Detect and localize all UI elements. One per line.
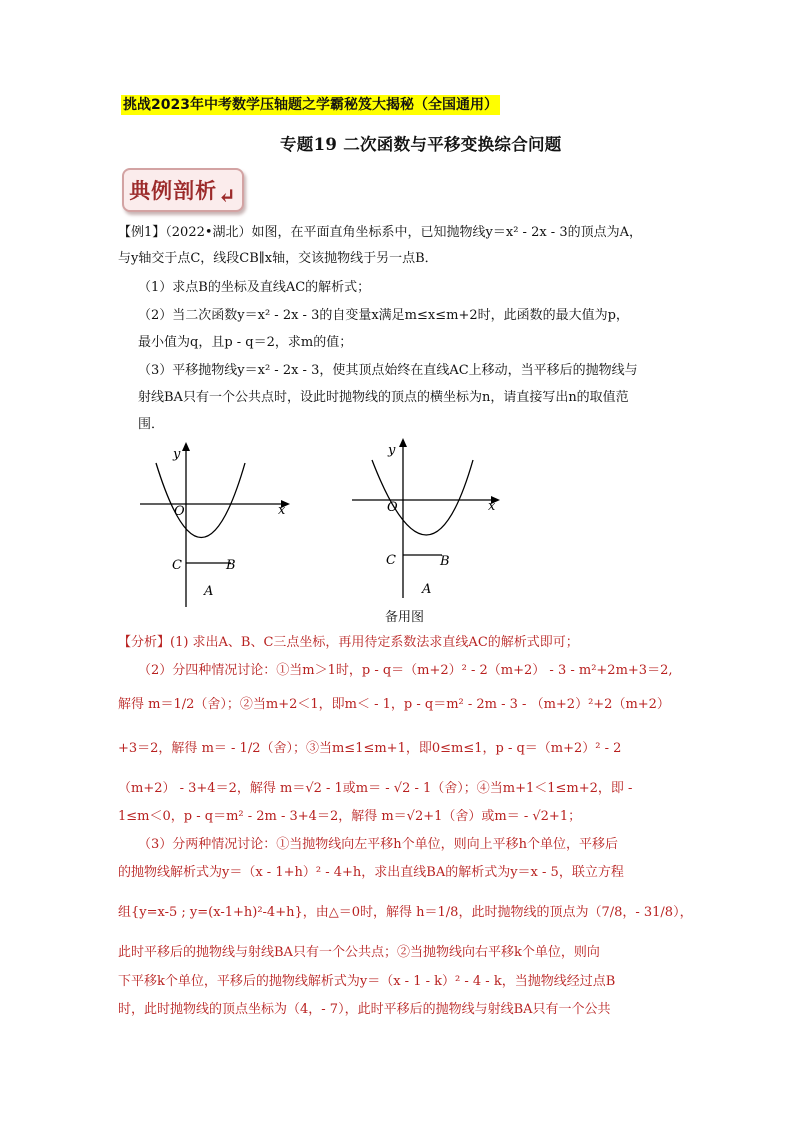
question-3-line-2: 射线BA只有一个公共点时，设此时抛物线的顶点的横坐标为n，请直接写出n的取值范 — [138, 390, 629, 405]
analysis-line-10: 此时平移后的抛物线与射线BA只有一个公共点；②当抛物线向右平移k个单位，则向 — [118, 945, 600, 960]
analysis-line-1: 【分析】(1) 求出A、B、C三点坐标，再用待定系数法求直线AC的解析式即可； — [118, 635, 579, 650]
y-axis-arrow-icon — [399, 438, 407, 447]
analysis-line-12: 时，此时抛物线的顶点坐标为（4，- 7），此时平移后的抛物线与射线BA只有一个公共 — [118, 1002, 611, 1017]
x-axis-label: x — [488, 499, 496, 514]
y-axis-label: y — [388, 443, 396, 458]
problem-line-1: 【例1】（2022•湖北）如图，在平面直角坐标系中，已知抛物线y＝x² - 2x - 3的顶点为A， — [118, 225, 642, 240]
origin-label: O — [387, 500, 398, 515]
question-3-line-1: （3）平移抛物线y＝x² - 2x - 3，使其顶点始终在直线AC上移动，当平移后的抛物线与 — [138, 363, 638, 378]
point-a-label: A — [422, 582, 432, 597]
x-axis-label: x — [278, 503, 286, 518]
parabola-figure-spare — [350, 438, 510, 608]
question-3-line-3: 围． — [138, 417, 165, 432]
parabola-figure-main — [140, 442, 300, 612]
point-b-label: B — [440, 554, 450, 569]
section-badge-label: 典例剖析 — [129, 178, 218, 203]
series-banner: 挑战2023年中考数学压轴题之学霸秘笈大揭秘（全国通用） — [123, 97, 498, 113]
analysis-line-11: 下平移k个单位，平移后的抛物线解析式为y＝（x - 1 - k）² - 4 - k，当抛物线经过点B — [118, 974, 616, 989]
question-2-line-1: （2）当二次函数y＝x² - 2x - 3的自变量x满足m≤x≤m+2时，此函数的最大值为p， — [138, 308, 629, 323]
origin-label: O — [174, 504, 185, 519]
point-c-label: C — [386, 553, 396, 568]
analysis-line-2: （2）分四种情况讨论：①当m＞1时，p - q＝（m+2）² - 2（m+2） - 3 - m²+2m+3＝2, — [138, 663, 673, 678]
y-axis-label: y — [173, 447, 181, 462]
analysis-line-9: 组{y=x-5 ; y=(x-1+h)²-4+h}，由△＝0时，解得 h＝1/8，此时抛物线的顶点为（7/8，- 31/8）， — [118, 905, 693, 920]
question-2-line-2: 最小值为q，且p - q＝2，求m的值； — [138, 335, 353, 350]
return-mark-icon: ↵ — [218, 182, 237, 208]
analysis-line-6: 1≤m＜0，p - q＝m² - 2m - 3+4＝2，解得 m＝√2+1（舍）或m＝ - √2+1； — [118, 809, 582, 824]
section-badge — [122, 168, 244, 212]
parabola-curve — [372, 460, 473, 535]
topic-title: 专题19 二次函数与平移变换综合问题 — [280, 135, 562, 154]
point-b-label: B — [226, 558, 236, 573]
problem-line-2: 与y轴交于点C，线段CB∥x轴，交该抛物线于另一点B． — [118, 251, 438, 266]
analysis-line-8: 的抛物线解析式为y＝（x - 1+h）² - 4+h，求出直线BA的解析式为y＝x - 5，联立方程 — [118, 865, 624, 880]
analysis-line-4: +3＝2，解得 m＝ - 1/2（舍）；③当m≤1≤m+1，即0≤m≤1，p - q＝（m+2）² - 2 — [118, 741, 622, 756]
question-1: （1）求点B的坐标及直线AC的解析式； — [138, 280, 371, 295]
y-axis-arrow-icon — [182, 442, 190, 451]
spare-figure-caption: 备用图 — [385, 610, 425, 625]
parabola-curve — [156, 463, 245, 538]
point-a-label: A — [204, 584, 214, 599]
analysis-line-3: 解得 m＝1/2（舍）；②当m+2＜1，即m＜ - 1，p - q＝m² - 2m - 3 - （m+2）²+2（m+2） — [118, 697, 670, 712]
analysis-line-7: （3）分两种情况讨论：①当抛物线向左平移h个单位，则向上平移h个单位，平移后 — [138, 837, 619, 852]
point-c-label: C — [172, 558, 182, 573]
analysis-line-5: （m+2） - 3+4＝2，解得 m＝√2 - 1或m＝ - √2 - 1（舍）；④当m+1＜1≤m+2，即 - — [118, 781, 633, 796]
